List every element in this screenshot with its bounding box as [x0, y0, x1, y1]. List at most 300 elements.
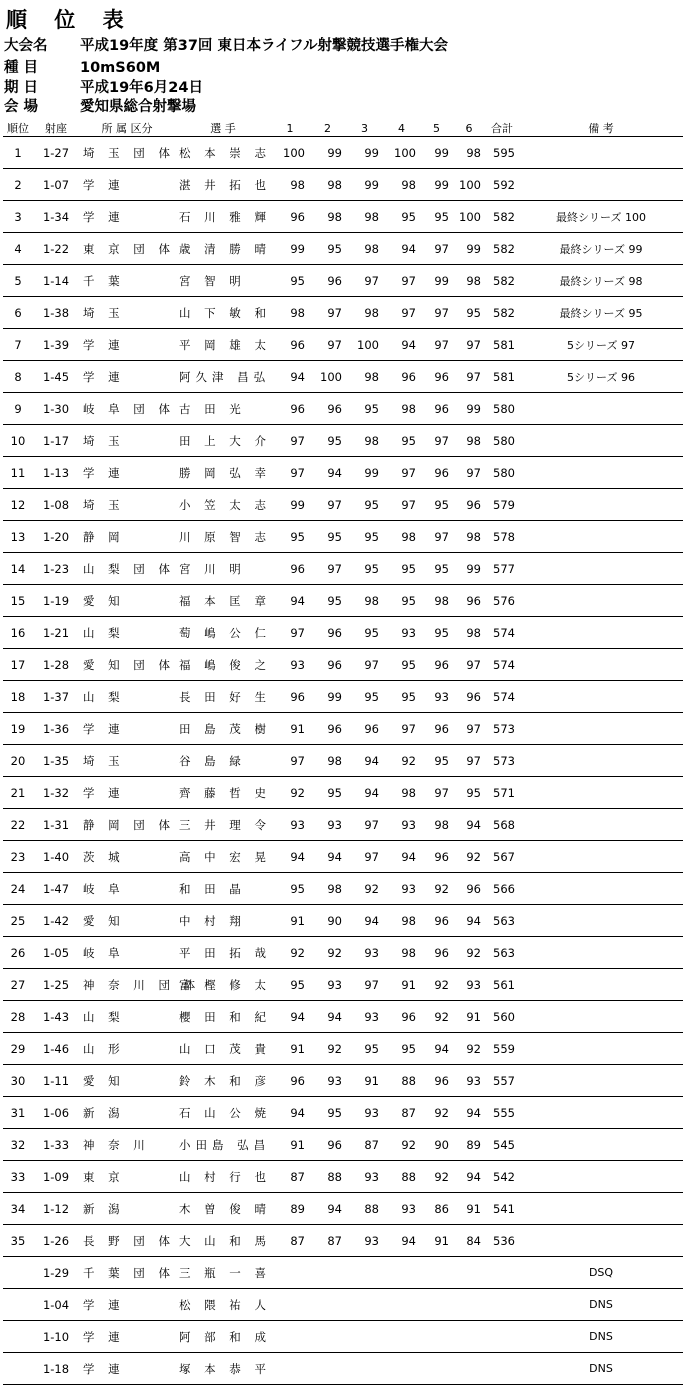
total-cell: 573 — [485, 745, 519, 777]
series-4-cell: 95 — [383, 1033, 420, 1065]
series-3-cell: 97 — [346, 809, 383, 841]
series-2-cell: 96 — [309, 713, 346, 745]
series-3-cell: 93 — [346, 1161, 383, 1193]
series-5-cell: 97 — [420, 329, 453, 361]
series-5-cell: 96 — [420, 905, 453, 937]
remarks-cell — [519, 1225, 683, 1257]
page-title: 順 位 表 — [6, 8, 134, 32]
shooter-cell: 古 田 光 — [175, 393, 271, 425]
remarks-cell: 最終シリーズ 95 — [519, 297, 683, 329]
series-5-cell — [420, 1321, 453, 1353]
table-row — [3, 1353, 683, 1385]
table-row — [3, 1257, 683, 1289]
series-3-cell: 98 — [346, 425, 383, 457]
total-cell: 580 — [485, 457, 519, 489]
series-1-cell: 91 — [271, 1129, 309, 1161]
header-rank: 順位 — [3, 120, 33, 137]
series-5-cell: 95 — [420, 745, 453, 777]
series-2-cell: 97 — [309, 553, 346, 585]
remarks-cell — [519, 873, 683, 905]
rank-cell: 16 — [3, 617, 33, 649]
series-3-cell: 94 — [346, 905, 383, 937]
series-5-cell: 98 — [420, 585, 453, 617]
series-4-cell: 88 — [383, 1161, 420, 1193]
series-6-cell — [453, 1321, 485, 1353]
table-row — [3, 713, 683, 745]
series-6-cell: 97 — [453, 329, 485, 361]
rank-cell: 20 — [3, 745, 33, 777]
shooter-cell: 松 隈 祐 人 — [175, 1289, 271, 1321]
series-2-cell: 95 — [309, 233, 346, 265]
lane-cell: 1-39 — [33, 329, 79, 361]
affiliation-cell: 愛 知 — [79, 905, 175, 937]
affiliation-cell: 岐 阜 — [79, 873, 175, 905]
series-4-cell — [383, 1289, 420, 1321]
rank-cell: 30 — [3, 1065, 33, 1097]
series-2-cell: 94 — [309, 841, 346, 873]
series-6-cell: 92 — [453, 1033, 485, 1065]
total-cell — [485, 1289, 519, 1321]
series-2-cell: 98 — [309, 873, 346, 905]
series-2-cell — [309, 1321, 346, 1353]
series-5-cell: 97 — [420, 521, 453, 553]
series-6-cell: 96 — [453, 873, 485, 905]
table-row — [3, 1321, 683, 1353]
shooter-cell: 福 嶋 俊 之 — [175, 649, 271, 681]
shooter-cell: 谷 島 緑 — [175, 745, 271, 777]
shooter-cell: 富 樫 修 太 — [175, 969, 271, 1001]
table-row — [3, 457, 683, 489]
total-cell: 566 — [485, 873, 519, 905]
series-3-cell: 97 — [346, 265, 383, 297]
series-5-cell: 86 — [420, 1193, 453, 1225]
shooter-cell: 長 田 好 生 — [175, 681, 271, 713]
remarks-cell — [519, 169, 683, 201]
table-row — [3, 905, 683, 937]
remarks-cell — [519, 1193, 683, 1225]
total-cell: 582 — [485, 201, 519, 233]
series-1-cell: 87 — [271, 1225, 309, 1257]
series-5-cell: 99 — [420, 169, 453, 201]
series-4-cell — [383, 1257, 420, 1289]
series-5-cell: 91 — [420, 1225, 453, 1257]
table-row — [3, 169, 683, 201]
lane-cell: 1-09 — [33, 1161, 79, 1193]
series-1-cell: 97 — [271, 425, 309, 457]
series-6-cell: 94 — [453, 809, 485, 841]
affiliation-cell: 学 連 — [79, 713, 175, 745]
series-2-cell: 94 — [309, 1001, 346, 1033]
series-2-cell: 88 — [309, 1161, 346, 1193]
lane-cell: 1-42 — [33, 905, 79, 937]
series-3-cell: 99 — [346, 457, 383, 489]
shooter-cell: 山 口 茂 貴 — [175, 1033, 271, 1065]
remarks-cell — [519, 553, 683, 585]
table-row — [3, 617, 683, 649]
table-row — [3, 233, 683, 265]
series-1-cell: 92 — [271, 937, 309, 969]
affiliation-cell: 東 京 — [79, 1161, 175, 1193]
affiliation-cell: 学 連 — [79, 201, 175, 233]
lane-cell: 1-05 — [33, 937, 79, 969]
series-1-cell — [271, 1321, 309, 1353]
total-cell: 536 — [485, 1225, 519, 1257]
table-row — [3, 553, 683, 585]
remarks-cell — [519, 617, 683, 649]
info-value: 平成19年6月24日 — [80, 80, 203, 96]
series-5-cell: 99 — [420, 265, 453, 297]
affiliation-cell: 岐 阜 — [79, 937, 175, 969]
table-row — [3, 969, 683, 1001]
affiliation-cell: 神 奈 川 — [79, 1129, 175, 1161]
rank-cell: 33 — [3, 1161, 33, 1193]
series-2-cell: 94 — [309, 1193, 346, 1225]
series-5-cell — [420, 1353, 453, 1385]
series-1-cell: 98 — [271, 297, 309, 329]
series-4-cell: 88 — [383, 1065, 420, 1097]
series-4-cell: 93 — [383, 873, 420, 905]
rank-cell: 31 — [3, 1097, 33, 1129]
header-affiliation: 所 属 区分 — [79, 120, 175, 137]
rank-cell: 3 — [3, 201, 33, 233]
series-5-cell: 99 — [420, 137, 453, 169]
total-cell: 568 — [485, 809, 519, 841]
remarks-cell: DNS — [519, 1289, 683, 1321]
series-2-cell: 94 — [309, 457, 346, 489]
table-row — [3, 1289, 683, 1321]
series-4-cell: 96 — [383, 1001, 420, 1033]
affiliation-cell: 新 潟 — [79, 1193, 175, 1225]
series-4-cell: 97 — [383, 457, 420, 489]
total-cell: 559 — [485, 1033, 519, 1065]
total-cell: 571 — [485, 777, 519, 809]
remarks-cell — [519, 1065, 683, 1097]
info-discipline — [4, 56, 160, 77]
info-label: 会 場 — [4, 99, 39, 115]
series-4-cell: 94 — [383, 841, 420, 873]
affiliation-cell: 静 岡 — [79, 521, 175, 553]
series-4-cell: 92 — [383, 1129, 420, 1161]
series-5-cell: 96 — [420, 1065, 453, 1097]
remarks-cell — [519, 649, 683, 681]
series-6-cell: 93 — [453, 969, 485, 1001]
table-row — [3, 393, 683, 425]
series-1-cell: 99 — [271, 233, 309, 265]
rank-cell: 26 — [3, 937, 33, 969]
rank-cell: 22 — [3, 809, 33, 841]
total-cell: 557 — [485, 1065, 519, 1097]
series-2-cell: 96 — [309, 617, 346, 649]
rank-cell — [3, 1353, 33, 1385]
series-2-cell: 96 — [309, 649, 346, 681]
series-5-cell: 96 — [420, 649, 453, 681]
series-6-cell: 93 — [453, 1065, 485, 1097]
series-5-cell: 95 — [420, 617, 453, 649]
rank-cell: 17 — [3, 649, 33, 681]
series-2-cell: 97 — [309, 329, 346, 361]
series-4-cell: 94 — [383, 1225, 420, 1257]
remarks-cell: DNS — [519, 1353, 683, 1385]
info-venue — [4, 95, 196, 116]
series-2-cell: 87 — [309, 1225, 346, 1257]
series-6-cell: 98 — [453, 425, 485, 457]
series-2-cell: 97 — [309, 297, 346, 329]
series-1-cell: 96 — [271, 681, 309, 713]
lane-cell: 1-34 — [33, 201, 79, 233]
series-2-cell: 92 — [309, 937, 346, 969]
table-row — [3, 649, 683, 681]
table-row — [3, 841, 683, 873]
series-5-cell: 96 — [420, 393, 453, 425]
lane-cell: 1-07 — [33, 169, 79, 201]
remarks-cell — [519, 1033, 683, 1065]
total-cell: 595 — [485, 137, 519, 169]
total-cell — [485, 1353, 519, 1385]
series-4-cell: 95 — [383, 649, 420, 681]
rank-cell: 12 — [3, 489, 33, 521]
lane-cell: 1-22 — [33, 233, 79, 265]
table-row — [3, 1225, 683, 1257]
table-row — [3, 1097, 683, 1129]
series-3-cell: 95 — [346, 521, 383, 553]
rank-cell: 24 — [3, 873, 33, 905]
series-2-cell: 95 — [309, 585, 346, 617]
lane-cell: 1-29 — [33, 1257, 79, 1289]
total-cell: 567 — [485, 841, 519, 873]
header-series-6: 6 — [453, 120, 485, 137]
affiliation-cell: 学 連 — [79, 1321, 175, 1353]
shooter-cell: 櫻 田 和 紀 — [175, 1001, 271, 1033]
lane-cell: 1-06 — [33, 1097, 79, 1129]
lane-cell: 1-21 — [33, 617, 79, 649]
series-2-cell: 98 — [309, 745, 346, 777]
total-cell: 574 — [485, 649, 519, 681]
series-3-cell: 94 — [346, 745, 383, 777]
series-6-cell: 99 — [453, 393, 485, 425]
series-4-cell: 95 — [383, 585, 420, 617]
rank-cell: 1 — [3, 137, 33, 169]
series-5-cell: 96 — [420, 457, 453, 489]
table-body — [3, 137, 683, 1385]
series-6-cell: 98 — [453, 265, 485, 297]
series-4-cell: 100 — [383, 137, 420, 169]
series-3-cell: 98 — [346, 201, 383, 233]
series-5-cell: 95 — [420, 489, 453, 521]
affiliation-cell: 岐 阜 団 体 — [79, 393, 175, 425]
series-6-cell: 97 — [453, 361, 485, 393]
series-6-cell: 91 — [453, 1193, 485, 1225]
series-6-cell: 92 — [453, 937, 485, 969]
remarks-cell — [519, 1161, 683, 1193]
lane-cell: 1-30 — [33, 393, 79, 425]
series-6-cell: 94 — [453, 905, 485, 937]
total-cell — [485, 1257, 519, 1289]
header-shooter: 選 手 — [175, 120, 271, 137]
series-3-cell: 95 — [346, 553, 383, 585]
lane-cell: 1-35 — [33, 745, 79, 777]
series-4-cell: 95 — [383, 553, 420, 585]
header-series-3: 3 — [346, 120, 383, 137]
shooter-cell: 松 本 崇 志 — [175, 137, 271, 169]
lane-cell: 1-38 — [33, 297, 79, 329]
affiliation-cell: 神 奈 川 団 体 — [79, 969, 175, 1001]
series-6-cell: 100 — [453, 201, 485, 233]
affiliation-cell: 東 京 団 体 — [79, 233, 175, 265]
affiliation-cell: 山 梨 — [79, 681, 175, 713]
lane-cell: 1-26 — [33, 1225, 79, 1257]
series-5-cell: 97 — [420, 233, 453, 265]
affiliation-cell: 埼 玉 団 体 — [79, 137, 175, 169]
series-3-cell: 95 — [346, 617, 383, 649]
info-value: 平成19年度 第37回 東日本ライフル射撃競技選手権大会 — [80, 38, 449, 54]
series-2-cell: 90 — [309, 905, 346, 937]
rank-cell: 34 — [3, 1193, 33, 1225]
series-3-cell: 93 — [346, 1097, 383, 1129]
rank-cell: 7 — [3, 329, 33, 361]
remarks-cell — [519, 393, 683, 425]
lane-cell: 1-43 — [33, 1001, 79, 1033]
series-1-cell: 95 — [271, 521, 309, 553]
remarks-cell — [519, 489, 683, 521]
series-3-cell: 92 — [346, 873, 383, 905]
series-1-cell: 92 — [271, 777, 309, 809]
rank-cell — [3, 1321, 33, 1353]
table-row — [3, 1033, 683, 1065]
series-4-cell: 92 — [383, 745, 420, 777]
series-2-cell: 93 — [309, 809, 346, 841]
series-4-cell: 97 — [383, 713, 420, 745]
shooter-cell: 山 村 行 也 — [175, 1161, 271, 1193]
remarks-cell: 最終シリーズ 100 — [519, 201, 683, 233]
series-2-cell: 95 — [309, 1097, 346, 1129]
total-cell: 555 — [485, 1097, 519, 1129]
series-4-cell: 87 — [383, 1097, 420, 1129]
series-3-cell: 87 — [346, 1129, 383, 1161]
series-2-cell: 95 — [309, 777, 346, 809]
remarks-cell: 最終シリーズ 98 — [519, 265, 683, 297]
table-row — [3, 425, 683, 457]
rank-cell: 8 — [3, 361, 33, 393]
shooter-cell: 石 山 公 焼 — [175, 1097, 271, 1129]
affiliation-cell: 千 葉 団 体 — [79, 1257, 175, 1289]
affiliation-cell: 学 連 — [79, 329, 175, 361]
affiliation-cell: 山 梨 — [79, 617, 175, 649]
remarks-cell — [519, 681, 683, 713]
series-1-cell: 94 — [271, 1097, 309, 1129]
total-cell: 580 — [485, 393, 519, 425]
rank-cell: 25 — [3, 905, 33, 937]
lane-cell: 1-32 — [33, 777, 79, 809]
lane-cell: 1-33 — [33, 1129, 79, 1161]
series-4-cell: 95 — [383, 681, 420, 713]
series-4-cell: 97 — [383, 297, 420, 329]
shooter-cell: 川 原 智 志 — [175, 521, 271, 553]
remarks-cell — [519, 585, 683, 617]
lane-cell: 1-47 — [33, 873, 79, 905]
series-4-cell: 95 — [383, 425, 420, 457]
series-3-cell — [346, 1321, 383, 1353]
series-2-cell: 95 — [309, 425, 346, 457]
series-5-cell: 96 — [420, 937, 453, 969]
remarks-cell — [519, 1097, 683, 1129]
affiliation-cell: 茨 城 — [79, 841, 175, 873]
series-6-cell: 96 — [453, 681, 485, 713]
series-4-cell: 91 — [383, 969, 420, 1001]
series-5-cell: 97 — [420, 425, 453, 457]
shooter-cell: 田 上 大 介 — [175, 425, 271, 457]
total-cell: 545 — [485, 1129, 519, 1161]
series-1-cell: 91 — [271, 905, 309, 937]
shooter-cell: 中 村 翔 — [175, 905, 271, 937]
rank-cell: 4 — [3, 233, 33, 265]
series-5-cell: 92 — [420, 1097, 453, 1129]
series-3-cell: 95 — [346, 1033, 383, 1065]
lane-cell: 1-08 — [33, 489, 79, 521]
table-row — [3, 585, 683, 617]
series-1-cell: 95 — [271, 265, 309, 297]
series-4-cell: 95 — [383, 201, 420, 233]
total-cell: 592 — [485, 169, 519, 201]
series-1-cell: 100 — [271, 137, 309, 169]
rank-cell: 10 — [3, 425, 33, 457]
series-4-cell: 96 — [383, 361, 420, 393]
series-1-cell: 93 — [271, 809, 309, 841]
lane-cell: 1-45 — [33, 361, 79, 393]
remarks-cell — [519, 1001, 683, 1033]
series-3-cell: 97 — [346, 969, 383, 1001]
series-6-cell: 96 — [453, 585, 485, 617]
affiliation-cell: 学 連 — [79, 777, 175, 809]
shooter-cell: 和 田 晶 — [175, 873, 271, 905]
series-4-cell: 98 — [383, 169, 420, 201]
affiliation-cell: 学 連 — [79, 361, 175, 393]
remarks-cell: 5シリーズ 97 — [519, 329, 683, 361]
series-5-cell: 95 — [420, 201, 453, 233]
series-1-cell: 97 — [271, 457, 309, 489]
series-1-cell: 93 — [271, 649, 309, 681]
total-cell: 582 — [485, 233, 519, 265]
header-lane: 射座 — [33, 120, 79, 137]
series-3-cell: 93 — [346, 1001, 383, 1033]
affiliation-cell: 学 連 — [79, 1289, 175, 1321]
series-5-cell: 93 — [420, 681, 453, 713]
series-3-cell: 99 — [346, 169, 383, 201]
affiliation-cell: 長 野 団 体 — [79, 1225, 175, 1257]
series-1-cell: 96 — [271, 553, 309, 585]
shooter-cell: 宮 智 明 — [175, 265, 271, 297]
lane-cell: 1-12 — [33, 1193, 79, 1225]
series-1-cell: 94 — [271, 1001, 309, 1033]
info-date — [4, 76, 203, 97]
lane-cell: 1-19 — [33, 585, 79, 617]
lane-cell: 1-11 — [33, 1065, 79, 1097]
remarks-cell — [519, 713, 683, 745]
series-3-cell: 95 — [346, 489, 383, 521]
series-1-cell: 87 — [271, 1161, 309, 1193]
series-1-cell — [271, 1257, 309, 1289]
shooter-cell: 塚 本 恭 平 — [175, 1353, 271, 1385]
series-1-cell — [271, 1353, 309, 1385]
series-6-cell: 94 — [453, 1161, 485, 1193]
remarks-cell — [519, 745, 683, 777]
series-3-cell: 100 — [346, 329, 383, 361]
total-cell: 574 — [485, 617, 519, 649]
shooter-cell: 小 笠 太 志 — [175, 489, 271, 521]
rank-cell: 23 — [3, 841, 33, 873]
info-label: 期 日 — [4, 80, 39, 96]
series-1-cell: 97 — [271, 745, 309, 777]
total-cell: 580 — [485, 425, 519, 457]
